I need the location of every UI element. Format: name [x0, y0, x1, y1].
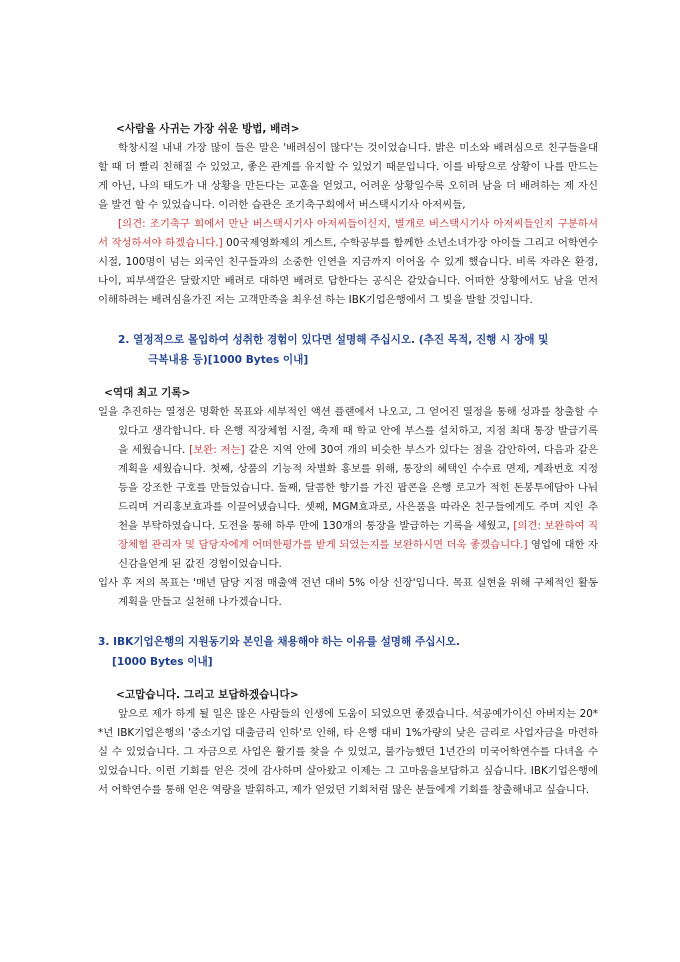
question3-line2: [1000 Bytes 이내] — [112, 656, 213, 668]
section2-text-c: 영업에 대한 자신감을얻게 된 값진 경험이었습니다. — [118, 539, 598, 570]
question2-line2: 극복내용 등)[1000 Bytes 이내] — [148, 354, 309, 366]
section2-text-a: 일을 추진하는 열정은 명확한 목표와 세부적인 액션 플랜에서 나오고, 그 얻어진 열정을 통해 성과를 창출할 수 있다고 생각합니다. 타 은행 직장체험 시절, 축제 때 학교 안에 부스를 설치하고, 지점 최대 통장 발급기록을 세웠습니다. — [98, 406, 598, 456]
section1-paragraph2 — [98, 215, 598, 310]
question2-line1: 2. 열정적으로 몰입하여 성취한 경험이 있다면 설명해 주십시오. (추진 목적, 진행 시 장애 및 — [118, 334, 549, 346]
section2-comment2: [의견: 보완하여 직장체험 관리자 및 담당자에게 어떠한평가를 받게 되었는지를 보완하시면 더욱 좋겠습니다.] — [118, 520, 598, 551]
section1-paragraph1: 학창시절 내내 가장 많이 들은 말은 '배려심이 많다'는 것이었습니다. 밝은 미소와 배려심으로 친구들을대할 때 더 빨리 친해질 수 있었고, 좋은 관계를 유지할 수 있었기 때문입니다. 이를 바탕으로 상황이 나를 만드는 게 아닌, 나의 태도가 내 상황을 만든다는 교훈을 얻었고, 어려운 상황일수록 오히려 남을 더 배려하는 제 자신을 발견 할 수 있었습니다. 이러한 습관은 조기축구회에서 버스택시기사 아저씨들, — [98, 142, 598, 211]
section2-paragraph1 — [98, 403, 598, 574]
section1-comment: [의견: 조기축구 회에서 만난 버스택시기사 아저씨들이신지, 별개로 버스택시기사 아저씨들인지 구분하셔서 작성하셔야 하겠습니다.] — [98, 218, 598, 249]
section2-heading: <역대 최고 기록> — [104, 387, 191, 399]
question2 — [118, 330, 598, 370]
section1-heading: <사람을 사귀는 가장 쉬운 방법, 배려> — [116, 123, 300, 135]
section2-comment1: [보완: 저는] — [185, 444, 245, 456]
section1-paragraph2-text: 00국제영화제의 게스트, 수학공부를 함께한 소년소녀가장 아이들 그리고 어학연수 시절, 100명이 넘는 외국인 친구들과의 소중한 인연을 지금까지 이어올 수 있게 했습니다. 비록 자라온 환경, 나이, 피부색깔은 달랐지만 배려로 대하면 배려로 답한다는 공식은 같았습니다. 어떠한 상황에서도 남을 먼저 이해하려는 배려심을가진 저는 고객만족을 최우선 하는 IBK기업은행에서 그 빛을 발할 것입니다. — [98, 237, 598, 306]
section2-text-b: 같은 지역 안에 30여 개의 비슷한 부스가 있다는 점을 감안하여, 다음과 같은 계획을 세웠습니다. 첫째, 상품의 기능적 차별화 홍보를 위해, 통장의 혜택인 수수료 면제, 계좌번호 지정 등을 강조한 구호를 만들었습니다. 둘째, 달콤한 향기를 가진 팝콘을 은행 로고가 적힌 돈봉투에담아 나눠드리며 거리홍보효과를 이끌어냈습니다. 셋째, MGM효과로, 사은품을 따라온 친구들에게도 주며 지인 추천을 부탁하였습니다. 도전을 통해 하루 만에 130개의 통장을 발급하는 기록을 세웠고, — [118, 444, 598, 532]
section3-heading: <고맙습니다. 그리고 보답하겠습니다> — [116, 689, 299, 701]
section2-paragraph2: 입사 후 저의 목표는 '매년 담당 지점 매출액 전년 대비 5% 이상 신장'입니다. 목표 실현을 위해 구체적인 활동 계획을 만들고 실천해 나가겠습니다. — [98, 577, 598, 608]
question3-line1: 3. IBK기업은행의 지원동기와 본인을 채용해야 하는 이유를 설명해 주십시오. — [98, 636, 460, 648]
section3-paragraph1: 앞으로 제가 하게 될 일은 많은 사람들의 인생에 도움이 되었으면 좋겠습니다. 석공예가이신 아버지는 20**년 IBK기업은행의 '중소기업 대출금리 인하'로 인해, 타 은행 대비 1%가량의 낮은 금리로 사업자금을 마련하실 수 있었습니다. 그 자금으로 사업은 활기를 찾을 수 있었고, 불가능했던 1년간의 미국어학연수를 다녀올 수 있었습니다. 이런 기회를 얻은 것에 감사하며 살아왔고 이제는 그 고마움을보답하고 싶습니다. IBK기업은행에서 어학연수를 통해 얻은 역량을 발휘하고, 제가 얻었던 기회처럼 많은 분들에게 기회를 창출해내고 싶습니다. — [98, 708, 598, 796]
